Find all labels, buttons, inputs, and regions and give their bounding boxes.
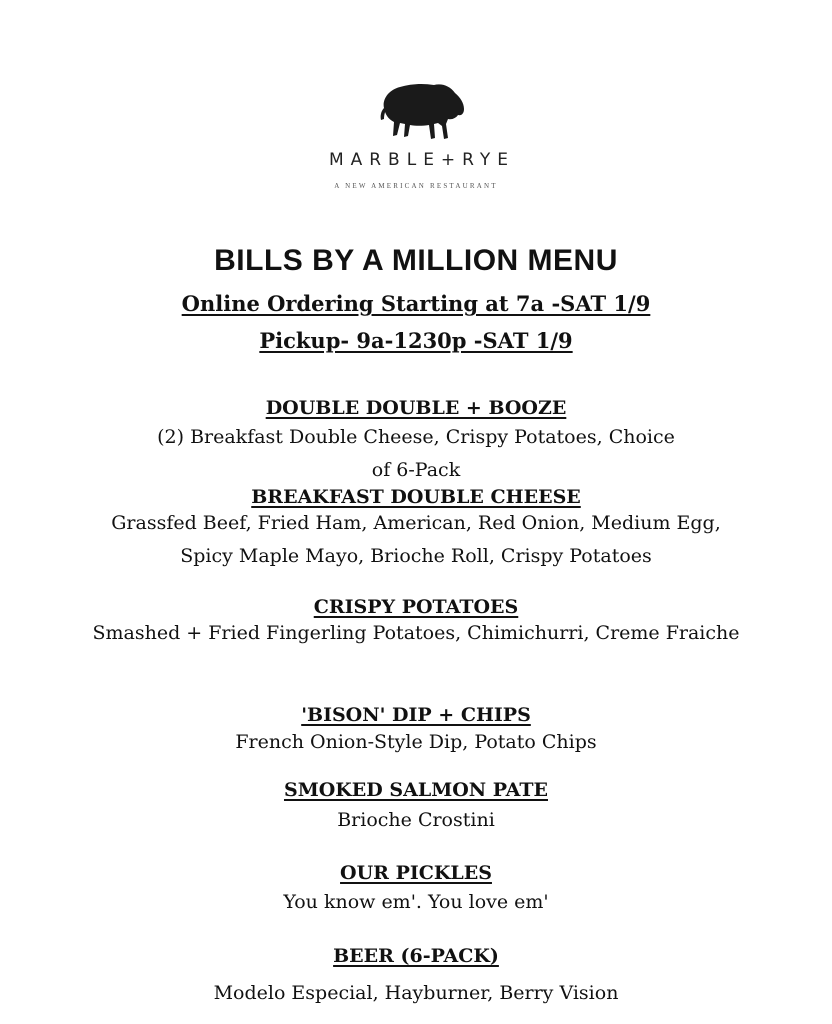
- item-title-beer: BEER (6-PACK): [333, 945, 499, 967]
- item-desc-breakfast-double-cheese: Grassfed Beef, Fried Ham, American, Red Onion, Medium Egg, Spicy Maple Mayo, Brioche Roll, Crispy Potatoes: [111, 512, 721, 567]
- item-title-smoked-salmon: SMOKED SALMON PATE: [283, 779, 548, 801]
- brand-name: MARBLE+RYE: [328, 150, 516, 170]
- item-title-crispy-potatoes: CRISPY POTATOES: [313, 596, 519, 618]
- item-title-double-double: DOUBLE DOUBLE + BOOZE: [265, 397, 567, 419]
- item-title-breakfast-double-cheese: BREAKFAST DOUBLE CHEESE: [251, 486, 581, 508]
- item-title-bison-dip: 'BISON' DIP + CHIPS: [301, 704, 531, 726]
- item-desc-beer: Modelo Especial, Hayburner, Berry Vision: [213, 982, 619, 1004]
- ordering-info: Online Ordering Starting at 7a -SAT 1/9: [181, 291, 651, 316]
- item-desc-smoked-salmon: Brioche Crostini: [337, 809, 495, 831]
- item-title-our-pickles: OUR PICKLES: [340, 862, 492, 884]
- item-desc-double-double: (2) Breakfast Double Cheese, Crispy Potatoes, Choice of 6-Pack: [157, 426, 675, 481]
- brand-tagline: A NEW AMERICAN RESTAURANT: [334, 182, 498, 190]
- item-desc-our-pickles: You know em'. You love em': [283, 891, 549, 913]
- item-desc-crispy-potatoes: Smashed + Fried Fingerling Potatoes, Chimichurri, Creme Fraiche: [92, 622, 740, 644]
- item-desc-bison-dip: French Onion-Style Dip, Potato Chips: [235, 731, 597, 753]
- pickup-info: Pickup- 9a-1230p -SAT 1/9: [259, 328, 573, 353]
- menu-title: BILLS BY A MILLION MENU: [214, 244, 618, 277]
- bison-logo-icon: [378, 78, 470, 144]
